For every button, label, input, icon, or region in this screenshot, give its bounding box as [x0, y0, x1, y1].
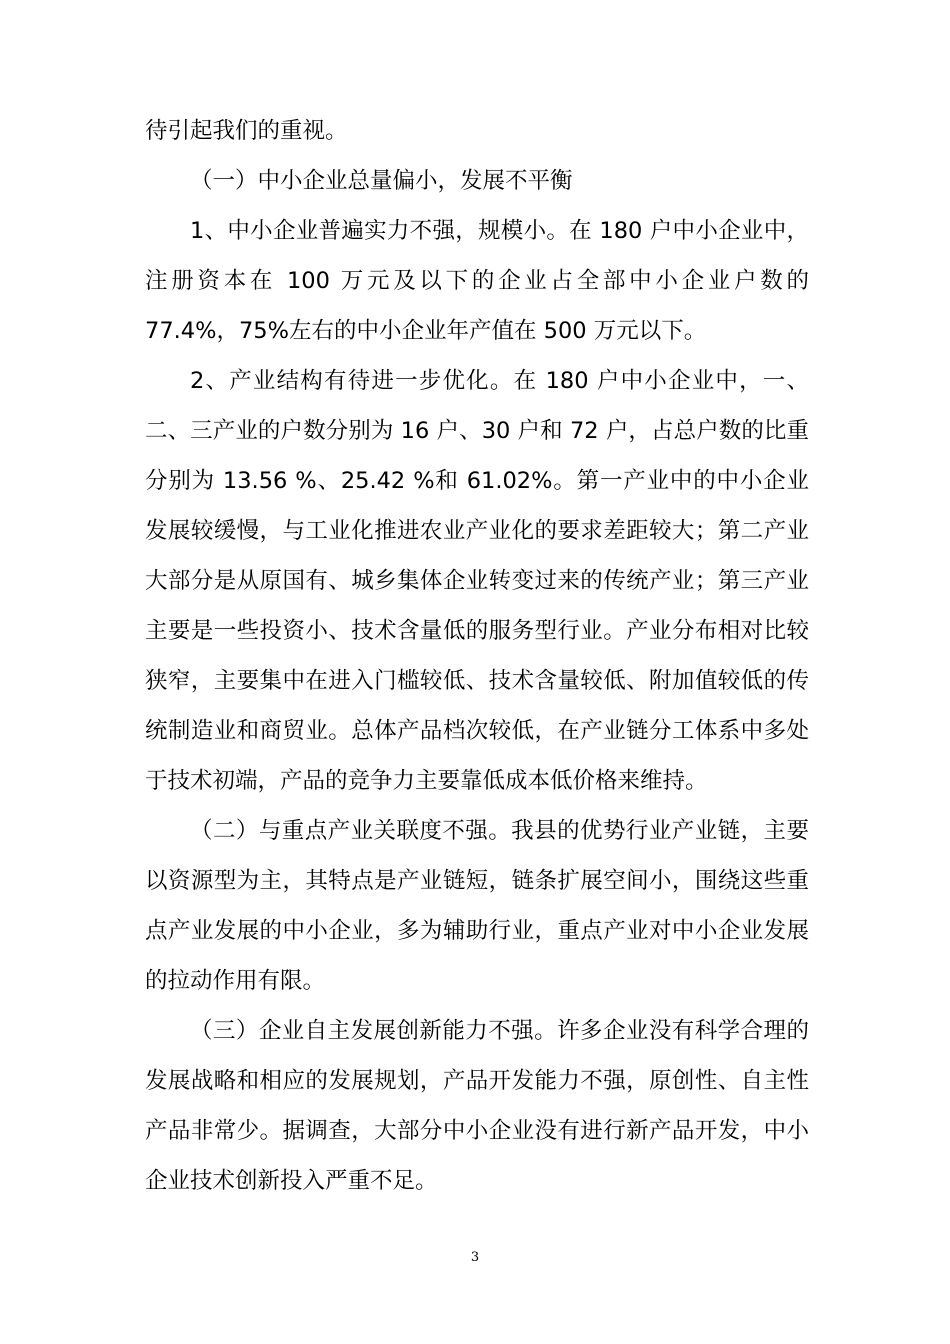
document-body	[145, 106, 809, 1206]
paragraph-continuation: 待引起我们的重视。	[145, 118, 348, 144]
section-paragraph-3: （三）企业自主发展创新能力不强。许多企业没有科学合理的发展战略和相应的发展规划，产品开发能力不强，原创性、自主性产品非常少。据调查，大部分中小企业没有进行新产品开发，中小企业技术创新投入严重不足。	[145, 1018, 809, 1194]
section-heading-1: （一）中小企业总量偏小，发展不平衡	[190, 168, 573, 194]
paragraph-item-2: 2、产业结构有待进一步优化。在 180 户中小企业中，一、二、三产业的户数分别为 16 户、30 户和 72 户，占总户数的比重分别为 13.56 %、25.42 %和 61.02%。第一产业中的中小企业发展较缓慢，与工业化推进农业产业化的要求差距较大；第二产业大部分是从原国有、城乡集体企业转变过来的传统产业；第三产业主要是一些投资小、技术含量低的服务型行业。产业分布相对比较狭窄，主要集中在进入门槛较低、技术含量较低、附加值较低的传统制造业和商贸业。总体产品档次较低，在产业链分工体系中多处于技术初端，产品的竞争力主要靠低成本低价格来维持。	[145, 368, 809, 794]
section-paragraph-2: （二）与重点产业关联度不强。我县的优势行业产业链，主要以资源型为主，其特点是产业链短，链条扩展空间小，围绕这些重点产业发展的中小企业，多为辅助行业，重点产业对中小企业发展的拉动作用有限。	[145, 818, 809, 994]
paragraph-item-1: 1、中小企业普遍实力不强，规模小。在 180 户中小企业中，注册资本在 100 万元及以下的企业占全部中小企业户数的 77.4%，75%左右的中小企业年产值在 500 万元以下。	[145, 218, 809, 344]
page-number: 3	[470, 1250, 480, 1265]
